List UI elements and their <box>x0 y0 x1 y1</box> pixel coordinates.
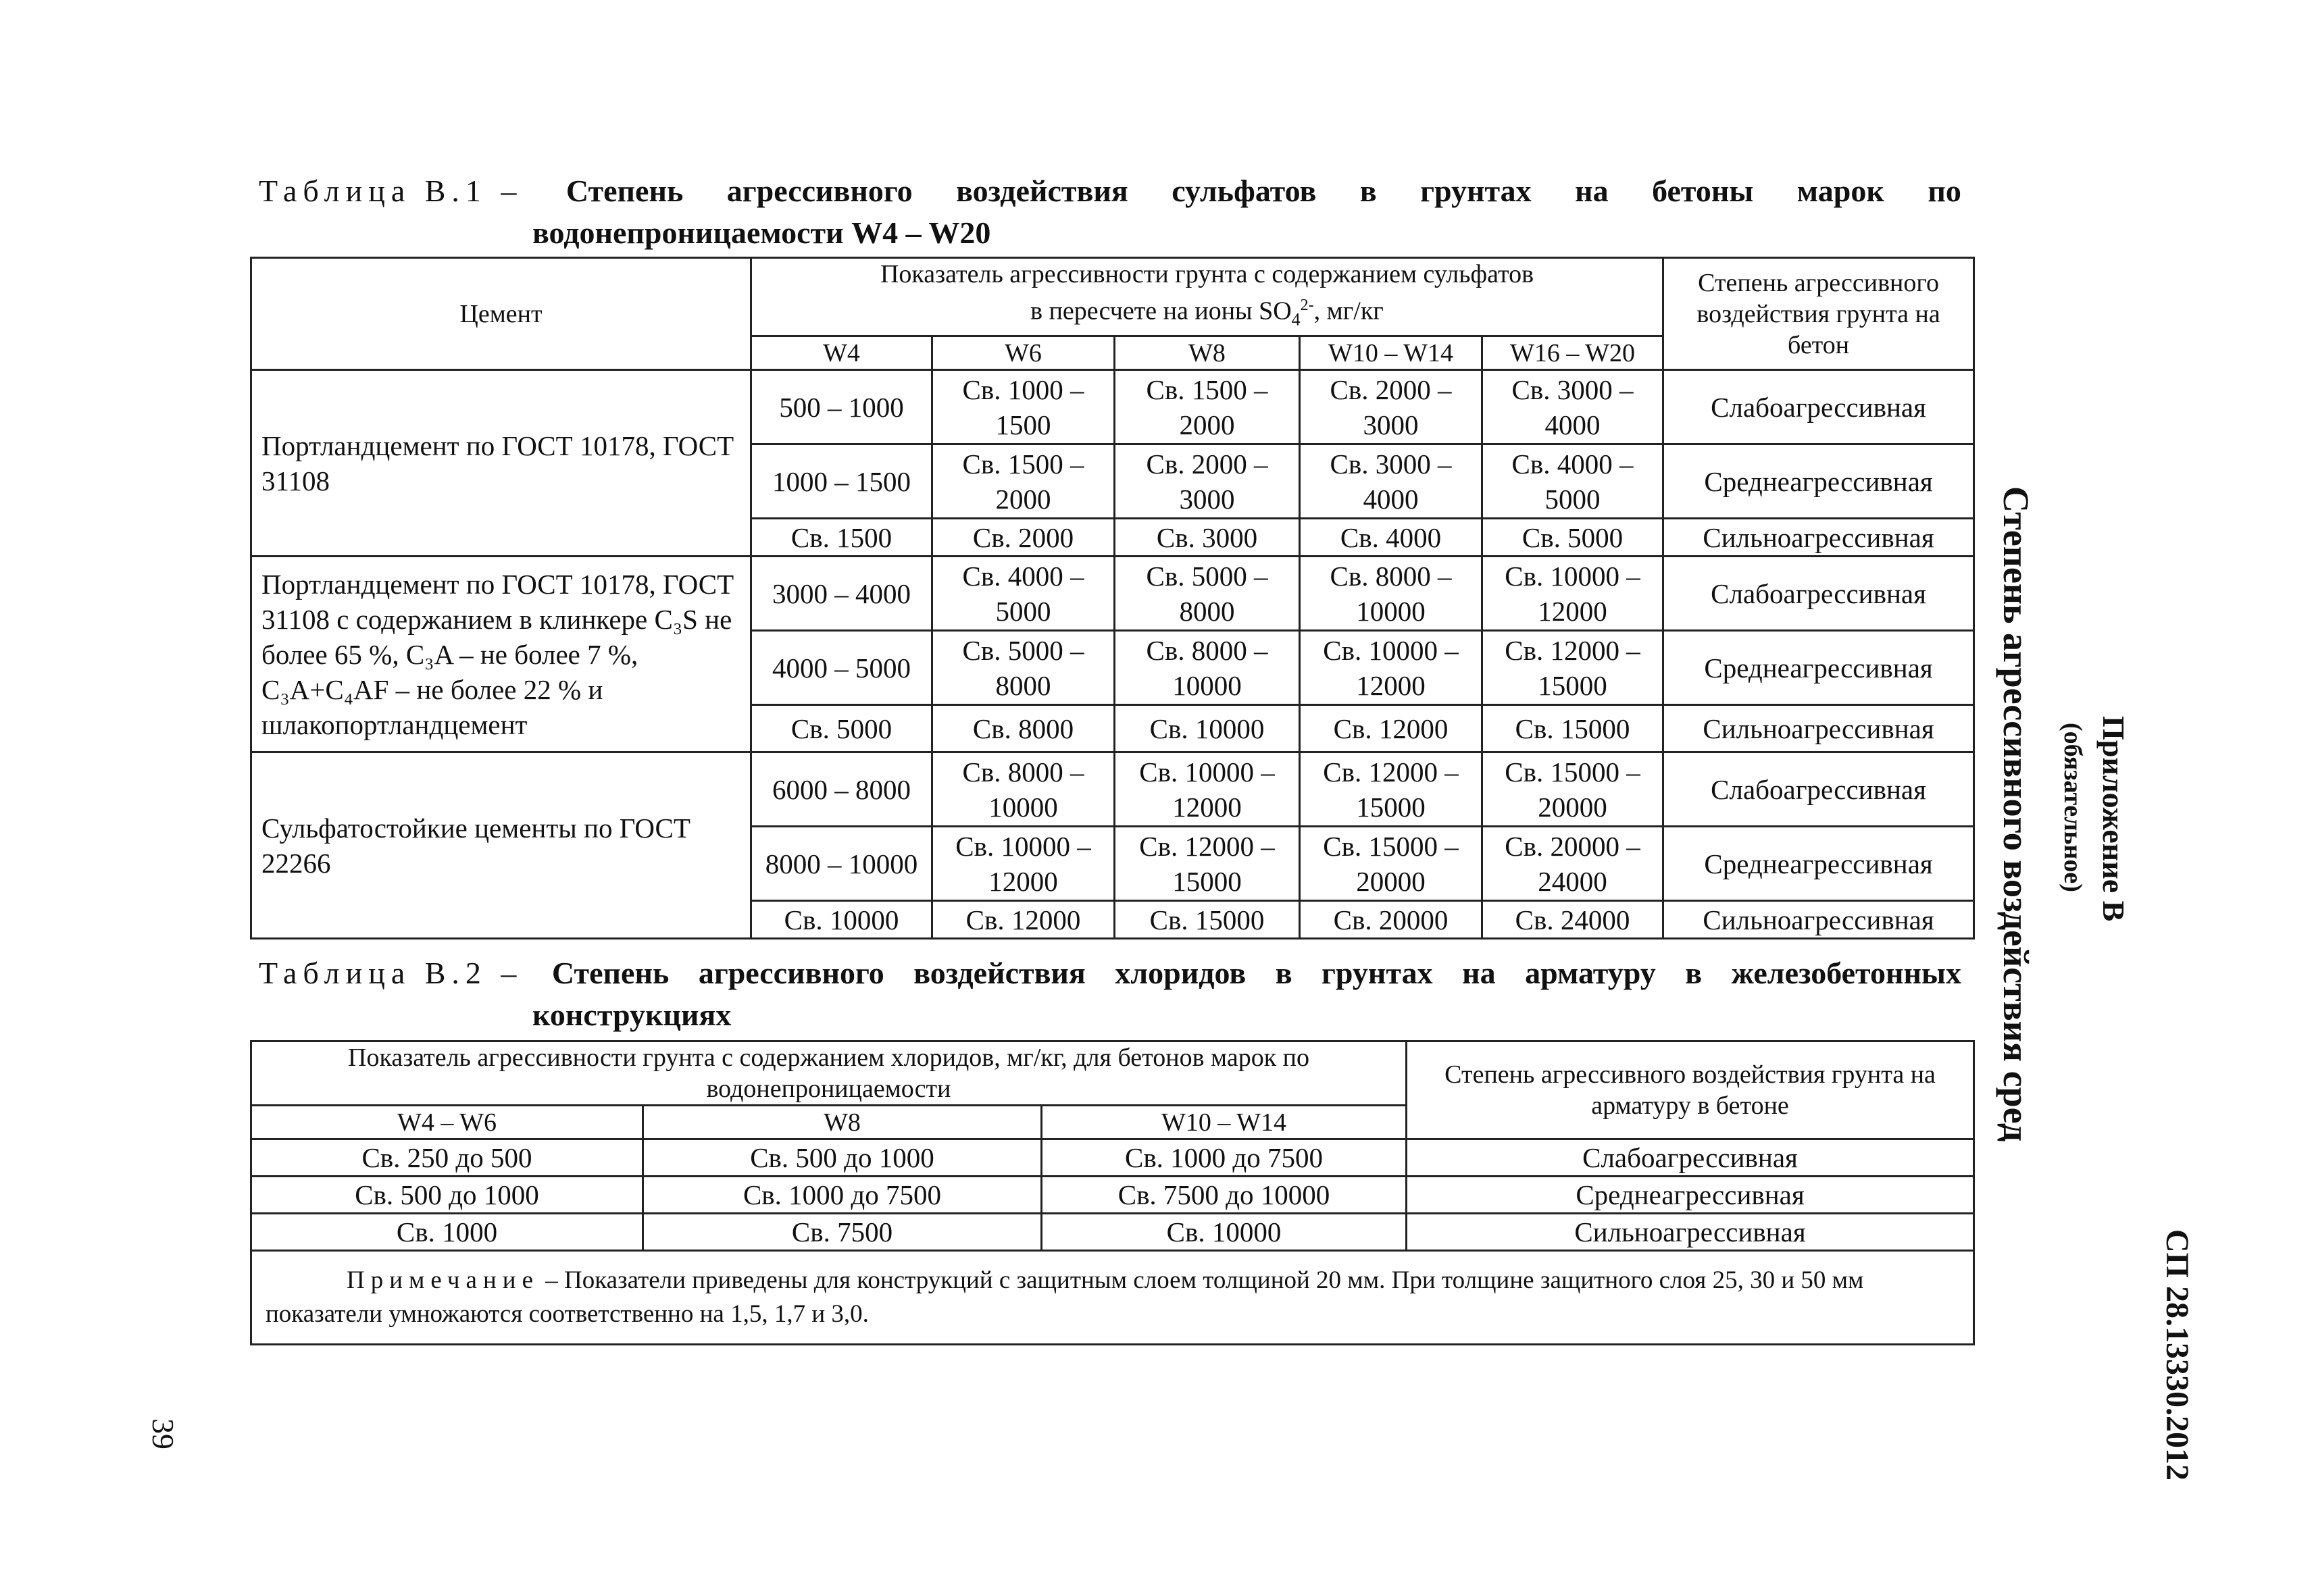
caption-word: грунтах <box>1420 174 1532 208</box>
table1 <box>250 257 1975 939</box>
indicator-value: Св. 15000 <box>1115 901 1300 939</box>
indicator-value: Св. 2000 – 3000 <box>1300 370 1482 444</box>
indicator-value: 8000 – 10000 <box>751 827 932 901</box>
indicator-value: 3000 – 4000 <box>751 557 932 631</box>
indicator-value: Св. 15000 – 20000 <box>1482 752 1663 827</box>
table2-note-row <box>251 1251 1974 1345</box>
cement-type: Портландцемент по ГОСТ 10178, ГОСТ 31108 <box>251 370 751 557</box>
indicator-value: Св. 10000 – 12000 <box>932 827 1115 901</box>
caption-word: агрессивного <box>698 956 884 990</box>
indicator-value: Св. 2000 <box>932 519 1115 557</box>
indicator-value: Св. 8000 – 10000 <box>1115 631 1300 705</box>
indicator-value: 1000 – 1500 <box>751 444 932 519</box>
indicator-value: Св. 12000 <box>1300 705 1482 752</box>
chloride-value: Св. 1000 <box>251 1214 643 1251</box>
note-text: – Показатели приведены для конструкций с защитным слоем толщиной 20 мм. При толщине защитного слоя 25, 30 и 50 мм показатели умножаются соответственно на 1,5, 1,7 и 3,0. <box>266 1266 1864 1328</box>
indicator-value: Св. 10000 – 12000 <box>1482 557 1663 631</box>
note-label: Примечание <box>347 1266 539 1294</box>
indicator-value: Св. 12000 <box>932 901 1115 939</box>
table1-caption <box>259 170 1961 254</box>
table1-caption-prefix: Таблица В.1 – <box>259 174 523 208</box>
caption-word: грунтах <box>1322 956 1433 990</box>
table2 <box>250 1040 1975 1345</box>
chloride-value: Св. 1000 до 7500 <box>1042 1139 1407 1177</box>
caption-word: в <box>1275 956 1292 990</box>
degree-value: Сильноагрессивная <box>1407 1214 1974 1251</box>
caption-word: воздействия <box>956 174 1128 208</box>
degree-value: Сильноагрессивная <box>1663 519 1974 557</box>
degree-value: Сильноагрессивная <box>1663 705 1974 752</box>
indicator-value: Св. 4000 <box>1300 519 1482 557</box>
degree-value: Сильноагрессивная <box>1663 901 1974 939</box>
indicator-value: Св. 4000 – 5000 <box>932 557 1115 631</box>
caption-word: воздействия <box>913 956 1086 990</box>
appendix-title: Степень агрессивного воздействия сред <box>1996 486 2036 1142</box>
indicator-value: Св. 1500 <box>751 519 932 557</box>
table2-header-row <box>251 1041 1974 1106</box>
table1-header-row <box>251 258 1974 336</box>
indicator-value: Св. 1000 – 1500 <box>932 370 1115 444</box>
chloride-value: Св. 500 до 1000 <box>251 1177 643 1214</box>
table1-header-degree: Степень агрессивного воздействия грунта на бетон <box>1663 258 1974 370</box>
cement-type: Портландцемент по ГОСТ 10178, ГОСТ 31108 с содержанием в клинкере C₃S не более 65 %, C₃A – не более 7 %, C₃A+C₄AF – не более 22 % и шлакопортландцемент <box>251 557 751 752</box>
grade-header: W16 – W20 <box>1482 336 1663 370</box>
degree-value: Слабоагрессивная <box>1663 752 1974 827</box>
indicator-value: Св. 10000 <box>1115 705 1300 752</box>
table2-caption-line2: конструкциях <box>532 998 732 1032</box>
appendix-label: Приложение В <box>2096 716 2131 922</box>
indicator-value: Св. 8000 – 10000 <box>932 752 1115 827</box>
caption-word: агрессивного <box>726 174 913 208</box>
caption-word: по <box>1928 174 1961 208</box>
indicator-value: Св. 3000 <box>1115 519 1300 557</box>
indicator-value: Св. 15000 – 20000 <box>1300 827 1482 901</box>
indicator-value: Св. 10000 <box>751 901 932 939</box>
indicator-value: Св. 20000 – 24000 <box>1482 827 1663 901</box>
indicator-line2-post: , мг/кг <box>1313 297 1384 326</box>
indicator-value: Св. 10000 – 12000 <box>1300 631 1482 705</box>
table2-header-degree: Степень агрессивного воздействия грунта на арматуру в бетоне <box>1407 1041 1974 1139</box>
degree-value: Среднеагрессивная <box>1407 1177 1974 1214</box>
grade-header: W8 <box>643 1106 1042 1139</box>
table2-caption-prefix: Таблица В.2 – <box>259 956 523 990</box>
table1-caption-line2: водонепроницаемости W4 – W20 <box>532 215 991 250</box>
indicator-value: Св. 15000 <box>1482 705 1663 752</box>
table-row <box>251 370 1974 444</box>
cement-type: Сульфатостойкие цементы по ГОСТ 22266 <box>251 752 751 939</box>
chloride-value: Св. 7500 <box>643 1214 1042 1251</box>
indicator-value: Св. 20000 <box>1300 901 1482 939</box>
indicator-value: Св. 2000 – 3000 <box>1115 444 1300 519</box>
indicator-value: Св. 4000 – 5000 <box>1482 444 1663 519</box>
table1-header-cement: Цемент <box>251 258 751 370</box>
indicator-value: 4000 – 5000 <box>751 631 932 705</box>
table-row <box>251 752 1974 827</box>
indicator-value: Св. 5000 – 8000 <box>932 631 1115 705</box>
grade-header: W6 <box>932 336 1115 370</box>
indicator-sup: 2- <box>1300 297 1314 314</box>
indicator-value: Св. 1500 – 2000 <box>1115 370 1300 444</box>
table1-header-indicator <box>751 258 1663 336</box>
grade-header: W10 – W14 <box>1300 336 1482 370</box>
table-row <box>251 1177 1974 1214</box>
caption-word: железобетонных <box>1731 956 1961 990</box>
indicator-value: Св. 12000 – 15000 <box>1482 631 1663 705</box>
indicator-line1: Показатель агрессивности грунта с содержанием сульфатов <box>880 260 1534 288</box>
indicator-value: Св. 5000 <box>1482 519 1663 557</box>
page-number: 39 <box>146 1418 180 1449</box>
chloride-value: Св. 7500 до 10000 <box>1042 1177 1407 1214</box>
indicator-value: Св. 24000 <box>1482 901 1663 939</box>
caption-word: бетоны <box>1652 174 1754 208</box>
table2-note <box>251 1251 1974 1345</box>
indicator-value: Св. 8000 <box>932 705 1115 752</box>
indicator-value: Св. 12000 – 15000 <box>1300 752 1482 827</box>
chloride-value: Св. 500 до 1000 <box>643 1139 1042 1177</box>
grade-header: W8 <box>1115 336 1300 370</box>
chloride-value: Св. 10000 <box>1042 1214 1407 1251</box>
table-row <box>251 1139 1974 1177</box>
degree-value: Среднеагрессивная <box>1663 631 1974 705</box>
doc-code: СП 28.13330.2012 <box>2159 1229 2195 1481</box>
grade-header: W10 – W14 <box>1042 1106 1407 1139</box>
caption-word: Степень <box>551 956 670 990</box>
indicator-value: Св. 5000 <box>751 705 932 752</box>
indicator-value: 6000 – 8000 <box>751 752 932 827</box>
indicator-value: Св. 12000 – 15000 <box>1115 827 1300 901</box>
degree-value: Слабоагрессивная <box>1407 1139 1974 1177</box>
caption-word: арматуру <box>1525 956 1656 990</box>
table1-caption-line1 <box>259 170 1961 212</box>
grade-header: W4 <box>751 336 932 370</box>
chloride-value: Св. 1000 до 7500 <box>643 1177 1042 1214</box>
caption-word: на <box>1575 174 1609 208</box>
degree-value: Среднеагрессивная <box>1663 827 1974 901</box>
indicator-value: Св. 5000 – 8000 <box>1115 557 1300 631</box>
caption-word: хлоридов <box>1115 956 1247 990</box>
indicator-value: Св. 10000 – 12000 <box>1115 752 1300 827</box>
table-row <box>251 557 1974 631</box>
table2-caption <box>259 952 1961 1036</box>
caption-word: сульфатов <box>1172 174 1317 208</box>
chloride-value: Св. 250 до 500 <box>251 1139 643 1177</box>
grade-header: W4 – W6 <box>251 1106 643 1139</box>
table-row <box>251 1214 1974 1251</box>
indicator-value: Св. 3000 – 4000 <box>1482 370 1663 444</box>
caption-word: марок <box>1796 174 1884 208</box>
table2-caption-line1 <box>259 952 1961 994</box>
degree-value: Среднеагрессивная <box>1663 444 1974 519</box>
caption-word: в <box>1685 956 1703 990</box>
indicator-value: Св. 8000 – 10000 <box>1300 557 1482 631</box>
degree-value: Слабоагрессивная <box>1663 557 1974 631</box>
appendix-mandatory: (обязательное) <box>2059 723 2087 892</box>
indicator-line2-pre: в пересчете на ионы SO <box>1030 297 1292 326</box>
caption-word: на <box>1462 956 1496 990</box>
degree-value: Слабоагрессивная <box>1663 370 1974 444</box>
caption-word: Степень <box>565 174 684 208</box>
indicator-value: Св. 1500 – 2000 <box>932 444 1115 519</box>
indicator-sub: 4 <box>1291 309 1301 330</box>
indicator-value: Св. 3000 – 4000 <box>1300 444 1482 519</box>
table2-header-indicator: Показатель агрессивности грунта с содержанием хлоридов, мг/кг, для бетонов марок по водонепроницаемости <box>251 1041 1407 1106</box>
caption-word: в <box>1359 174 1377 208</box>
indicator-value: 500 – 1000 <box>751 370 932 444</box>
